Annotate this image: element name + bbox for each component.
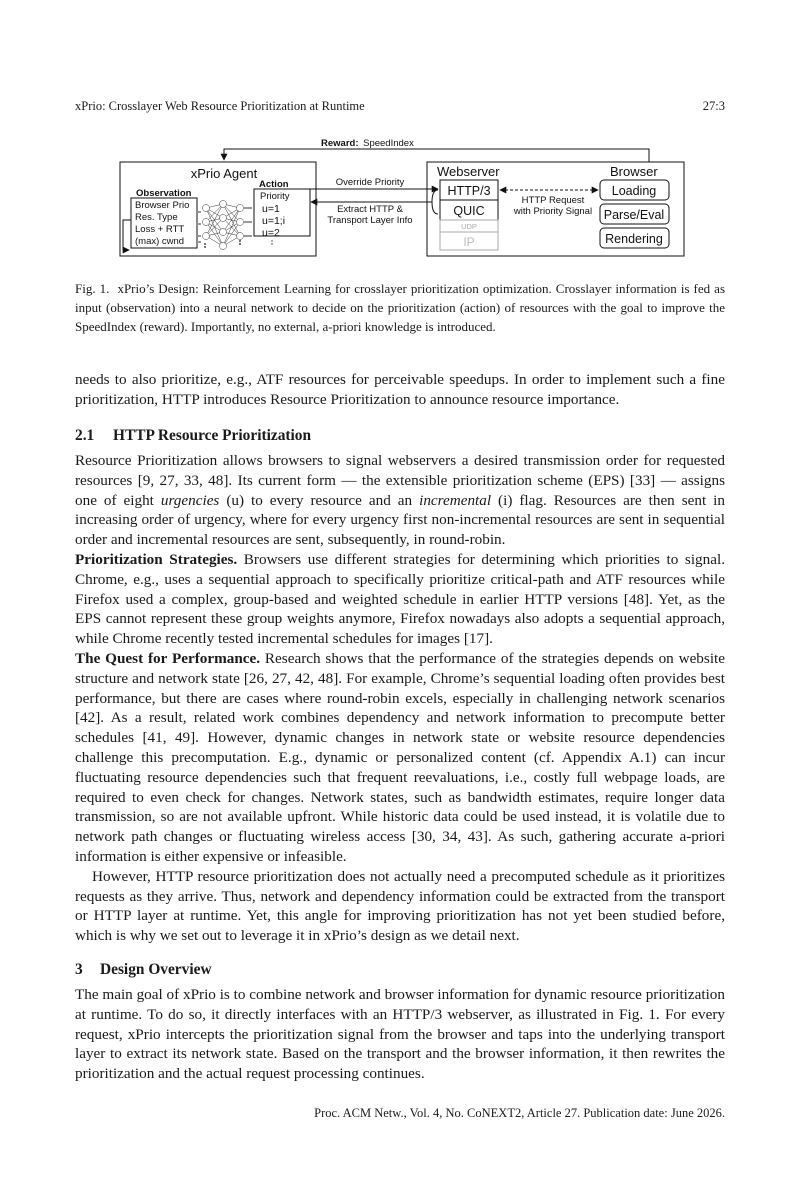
paragraph: Resource Prioritization allows browsers to signal webservers a desired transmission order for requested resources [9, 27, 33, 48]. Its current form — the extensible prioritization scheme (EPS) [33] — assigns one of eight urgencies (u) to every resource and an incremental (i) flag. Resources are then sent in increasing order of urgency, where for every urgency first non-incremental resources are sent in sequential order and incremental resources are sent, subsequently, in round-robin.	[75, 452, 725, 549]
override-label: Override Priority	[335, 177, 405, 188]
observation-item: (max) cwnd	[135, 236, 185, 247]
rendering-label: Rendering	[605, 232, 663, 246]
section-title: Design Overview	[100, 961, 212, 978]
section-heading-2-1	[75, 427, 311, 445]
figure-1	[100, 134, 700, 264]
section-title: HTTP Resource Prioritization	[113, 427, 312, 444]
figure-diagram	[100, 134, 700, 264]
parse-eval-label: Parse/Eval	[603, 208, 665, 222]
input-connectors	[197, 212, 201, 242]
reward-label: Reward: SpeedIndex	[321, 138, 414, 149]
observation-label: Observation	[136, 188, 192, 199]
paragraph-heading: Prioritization Strategies.	[75, 550, 238, 568]
page-number: 27:3	[702, 99, 725, 113]
paragraph: needs to also prioritize, e.g., ATF resources for perceivable speedups. In order to implement such a fine prioritization, HTTP introduces Resource Prioritization to announce resource importance.	[75, 371, 725, 408]
paragraph: However, HTTP resource prioritization does not actually need a precomputed schedule as it prioritizes requests as they arrive. Thus, network and dependency information could be extracted from the transport or HTTP layer at runtime. Yet, this angle for improving prioritization has not yet been studied before, which is why we set out to leverage it in xPrio’s design as we detail next.	[75, 867, 725, 945]
action-item: u=1;i	[262, 215, 286, 227]
observation-item: Res. Type	[135, 212, 178, 223]
action-item: u=2	[262, 227, 280, 239]
observation-item: Loss + RTT	[135, 224, 185, 235]
paragraph: The main goal of xPrio is to combine network and browser information for dynamic resource prioritization at runtime. To do so, it directly interfaces with an HTTP/3 webserver, as illustrated in Fig. 1. For every request, xPrio intercepts the prioritization signal from the browser and taps into the underlying transport layer to extract its network state. Based on the transport and the browser information, it then rewrites the prioritization and the actual request processing continues.	[75, 986, 725, 1083]
running-head	[75, 99, 725, 114]
action-label: Action	[259, 179, 289, 190]
webserver-label: Webserver	[437, 164, 500, 179]
intro-paragraph	[75, 370, 725, 410]
request-label: HTTP Request	[521, 195, 585, 206]
section-2-1-body	[75, 451, 725, 946]
page-footer: Proc. ACM Netw., Vol. 4, No. CoNEXT2, Article 27. Publication date: June 2026.	[314, 1106, 725, 1120]
observation-input-arrow	[123, 220, 131, 250]
running-head-title: xPrio: Crosslayer Web Resource Prioritization at Runtime	[75, 99, 365, 113]
http3-label: HTTP/3	[447, 184, 491, 198]
section-3-body	[75, 985, 725, 1084]
section-heading-3	[75, 961, 212, 979]
udp-label: UDP	[461, 222, 477, 231]
section-number: 2.1	[75, 427, 95, 444]
output-connectors	[244, 208, 252, 236]
paragraph: The Quest for Performance. Research shows that the performance of the strategies depends on website structure and network state [26, 27, 42, 48]. For example, Chrome’s sequential loading often provides best performance, but there are cases where round-robin excels, especially in challenging network scenarios [42]. As a result, related work combines dependency and network information to precompute better schedules [41, 49]. However, dynamic changes in network state or website resource dependencies challenge this precomputation. E.g., dynamic or personalized content (cf. Appendix A.1) can incur fluctuating resource dependencies such that frequent reevaluations, i.e., costly full webpage loads, are required to even check for changes. Network states, such as bandwidth estimates, require longer data transmission, so are not available upfront. While historic data could be used instead, it is volatile due to network path changes or fluctuating wireless access [30, 34, 43]. As such, gathering accurate a-priori information is either expensive or infeasible.	[75, 649, 725, 865]
request-label: with Priority Signal	[513, 206, 593, 217]
caption-text: xPrio’s Design: Reinforcement Learning for crosslayer prioritization optimization. Crosslayer information is fed as input (observation) into a neural network to decide on the prioritization (action) of resources with the goal to improve the SpeedIndex (reward). Importantly, no external, a-priori knowledge is introduced.	[75, 281, 725, 334]
section-number: 3	[75, 961, 83, 978]
neural-network-icon	[203, 201, 244, 250]
quic-label: QUIC	[453, 204, 485, 218]
action-item: u=1	[262, 203, 280, 215]
browser-label: Browser	[610, 164, 658, 179]
ip-label: IP	[463, 235, 475, 249]
reward-arrow	[224, 149, 649, 162]
agent-title: xPrio Agent	[190, 166, 258, 181]
figure-caption	[75, 279, 725, 336]
loading-label: Loading	[611, 184, 657, 198]
extract-bracket	[432, 190, 438, 214]
observation-item: Browser Prio	[135, 200, 190, 211]
caption-label: Fig. 1.	[75, 281, 110, 296]
extract-label: Extract HTTP &	[337, 204, 403, 215]
action-item: Priority	[260, 191, 290, 202]
extract-label: Transport Layer Info	[327, 215, 413, 226]
paragraph-heading: The Quest for Performance.	[75, 649, 261, 667]
paragraph: Prioritization Strategies. Browsers use different strategies for determining which priorities to signal. Chrome, e.g., uses a sequential approach to specifically prioritize critical-path and ATF resources while Firefox used a complex, group-based and weighted schedule in earlier HTTP versions [48]. Yet, as the EPS cannot represent these group weights anymore, Firefox nowadays also adopts a sequential approach, while Chrome recently tested incremental schedules for images [17].	[75, 550, 726, 648]
